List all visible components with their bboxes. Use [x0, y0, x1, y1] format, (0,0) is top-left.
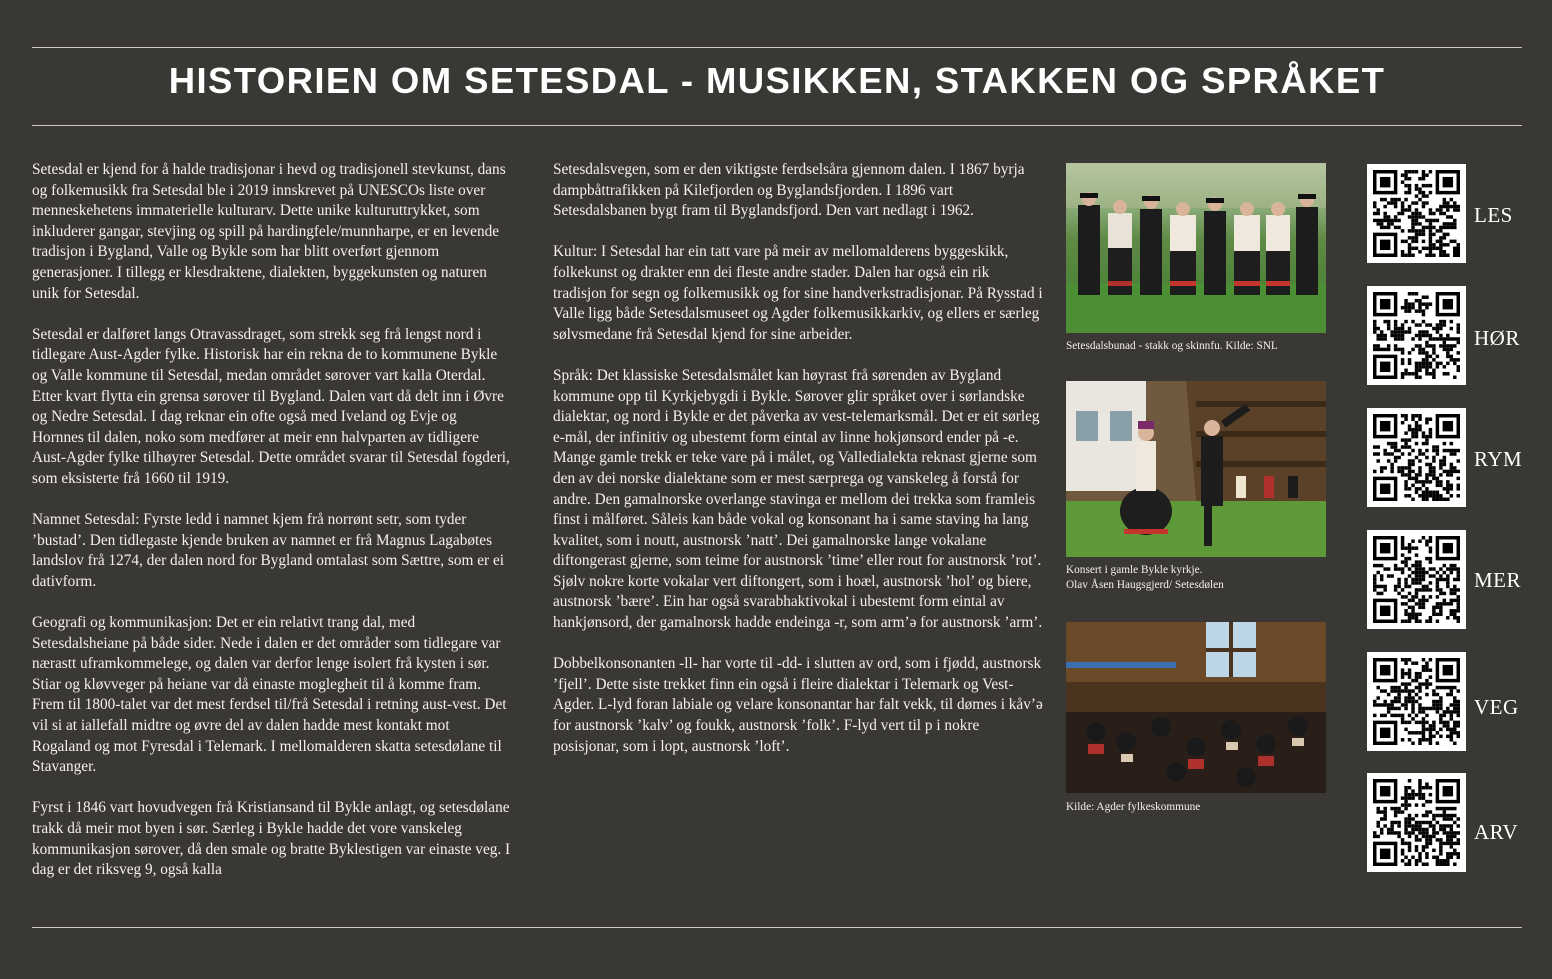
- caption-photo-3: [1066, 800, 1336, 815]
- qr-label-veg: VEG: [1474, 695, 1519, 719]
- top-rule: [32, 47, 1522, 48]
- caption-line: Olav Åsen Haugsgjerd/ Setesdølen: [1066, 579, 1224, 591]
- qr-pattern: [1373, 536, 1460, 623]
- paragraph-culture: Kultur: I Setesdal har ein tatt vare på meir av mellomalderens byggeskikk, folkekunst og drakter enn dei fleste andre stader. Dalen har også ein rik tradisjon for segn og folkemusikk og for sine handverkstradisjonar. På Rysstad i Valle ligg både Setesdalsmuseet og Agder folkemusikkarkiv, og ellers er særleg sølvsmedane frå Setesdal kjend for sine arbeider.: [553, 243, 1043, 343]
- qr-code-arv[interactable]: [1367, 773, 1466, 872]
- qr-code-les[interactable]: [1367, 164, 1466, 263]
- qr-label-rym: RYM: [1474, 447, 1523, 471]
- paragraph-intro: Setesdal er kjend for å halde tradisjonar i hevd og tradisjonell stevkunst, dans og folkemusikk fra Setesdal ble i 2019 innskrevet på UNESCOs liste over menneskehetens immaterielle kulturarv. Dette unike kulturuttrykket, som inkluderer gangar, stevjing og spill på hardingfele/munnharpe, er en levende tradisjon i Bygland, Valle og Bykle som har blitt overført gjennom generasjoner. I tillegg er klesdraktene, dialekten, byggekunsten og naturen unik for Setesdal.: [32, 161, 506, 302]
- photo-church-interior: [1066, 622, 1326, 793]
- paragraph-consonants: Dobbelkonsonanten -ll- har vorte til -dd- i slutten av ord, som i fjødd, austnorsk ’fjell’. Dette siste trekket finn ein også i fleire dialektar i Telemark og Vest-Agder. L-lyd foran labiale og velare konsonantar har falt vekk, til dømes i kåv’ə for austnorsk ’kalv’ og foukk, austnorsk ’folk’. F-lyd vert til p i nokre posisjonar, som i lopt, austnorsk ’loft’.: [553, 655, 1043, 755]
- qr-label-hor: HØR: [1474, 326, 1520, 350]
- qr-label-arv: ARV: [1474, 820, 1519, 844]
- qr-label-mer: MER: [1474, 568, 1522, 592]
- title-rule: [32, 125, 1522, 126]
- paragraph-road: Fyrst i 1846 vart hovudvegen frå Kristiansand til Bykle anlagt, og setesdølane trakk då meir mot byen i sør. Særleg i Bykle hadde det vore vanskeleg kommunikasjon sørover, då den smale og bratte Byklestigen var einaste veg. I dag er det riksveg 9, også kalla: [32, 799, 511, 879]
- qr-code-hor[interactable]: [1367, 286, 1466, 385]
- qr-pattern: [1373, 779, 1460, 866]
- paragraph-communication: Geografi og kommunikasjon: Det er ein relativt trang dal, med Setesdalsheiane på både sider. Nede i dalen er det områder som tidlegare var nærastt uframkommelege, og dalen var derfor lenge isolert frå kysten i sør. Stiar og kløvveger på heiane var då einaste moglegheit til å komme fram. Frem til 1800-talet var det mest ferdsel til/frå Setesdal i retning aust-vest. Det vil si at iallefall midtre og øvre del av dalen hadde mest kontakt mot Rogaland og mot Fyresdal i Telemark. I mellomalderen skatta setesdølane til Stavanger.: [32, 614, 507, 776]
- paragraph-name: Namnet Setesdal: Fyrste ledd i namnet kjem frå norrønt setr, som tyder ’bustad’. Den tidlegaste kjende bruken av namnet er frå Magnus Lagabøtes landslov frå 1274, der dalen nord for Bygland omtalast som Sættre, som er ei dativform.: [32, 511, 504, 590]
- bottom-rule: [32, 927, 1522, 928]
- paragraph-language: Språk: Det klassiske Setesdalsmålet kan høyrast frå sørenden av Bygland kommune opp til Kyrkjebygdi i Bykle. Sørover glir språket over i sørlandske dialektar, og nord i Bykle er det påverka av vest-telemarksmål. Det er eit sørleg e-mål, der infinitiv og ubestemt form eintal av linne hokjønsord ender på -e. Mange gamle trekk er teke vare på i målet, og Valledialekta reknast gjerne som den av dei norske dialektane som er mest særprega og vanskeleg å forstå for andre. Den gamalnorske overlange stavinga er mellom dei trekka som framleis finst i målføret. Såleis kan både vokal og konsonant ha i same staving ha lang kvalitet, som i noutt, austnorsk ’natt’. Dei gamalnorske lange vokalane diftongerast gjerne, som teime for austnorsk ’time’ eller rout for austnorsk ’rot’. Sjølv nokre korte vokalar vert diftongert, som i hoæl, austnorsk ’hol’ og biere, austnorsk ’bære’. Ein har også svarabhaktivokal i ubestemt form eintal av hankjønsord, der gamalnorsk hadde endeinga -r, som arm’ə for austnorsk ’arm’.: [553, 366, 1043, 632]
- caption-photo-1: [1066, 339, 1336, 354]
- text-column-middle: [553, 160, 1043, 778]
- qr-pattern: [1373, 414, 1460, 501]
- caption-line: Konsert i gamle Bykle kyrkje.: [1066, 564, 1203, 576]
- caption-line: Setesdalsbunad - stakk og skinnfu. Kilde: SNL: [1066, 340, 1278, 352]
- caption-photo-2: [1066, 563, 1336, 593]
- qr-pattern: [1373, 292, 1460, 379]
- qr-label-les: LES: [1474, 203, 1513, 227]
- photo-bunad-group: [1066, 163, 1326, 333]
- qr-pattern: [1373, 658, 1460, 745]
- caption-line: Kilde: Agder fylkeskommune: [1066, 801, 1201, 813]
- qr-pattern: [1373, 170, 1460, 257]
- page-title: HISTORIEN OM SETESDAL - MUSIKKEN, STAKKEN OG SPRÅKET: [168, 60, 1386, 101]
- qr-code-veg[interactable]: [1367, 652, 1466, 751]
- paragraph-geography-history: Setesdal er dalføret langs Otravassdraget, som strekk seg frå lengst nord i tidlegare Aust-Agder fylke. Historisk har ein rekna de to kommunene Bykle og Valle kommune til Setesdal, medan området sørover vart kalla Oterdal. Etter kvart flytta ein grensa sørover til Bygland. Dalen vart då delt inn i Øvre og Nedre Setesdal. I dag reknar ein ofte også med Iveland og Evje og Hornnes til dalen, noko som medfører at meir enn halvparten av tidligere Aust-Agder fylke tilhøyrer Setesdal. Dette området svarar til Setesdal fogderi, som eksisterte frå 1660 til 1919.: [32, 325, 510, 487]
- paragraph-road-cont: Setesdalsvegen, som er den viktigste ferdselsåra gjennom dalen. I 1867 byrja dampbåttrafikken på Kilefjorden og Byglandsfjorden. I 1896 vart Setesdalsbanen bygt fram til Byglandsfjord. Den vart nedlagt i 1962.: [553, 161, 1025, 220]
- text-column-left: [32, 160, 512, 901]
- qr-code-rym[interactable]: [1367, 408, 1466, 507]
- photo-concert-dance: [1066, 381, 1326, 557]
- qr-code-mer[interactable]: [1367, 530, 1466, 629]
